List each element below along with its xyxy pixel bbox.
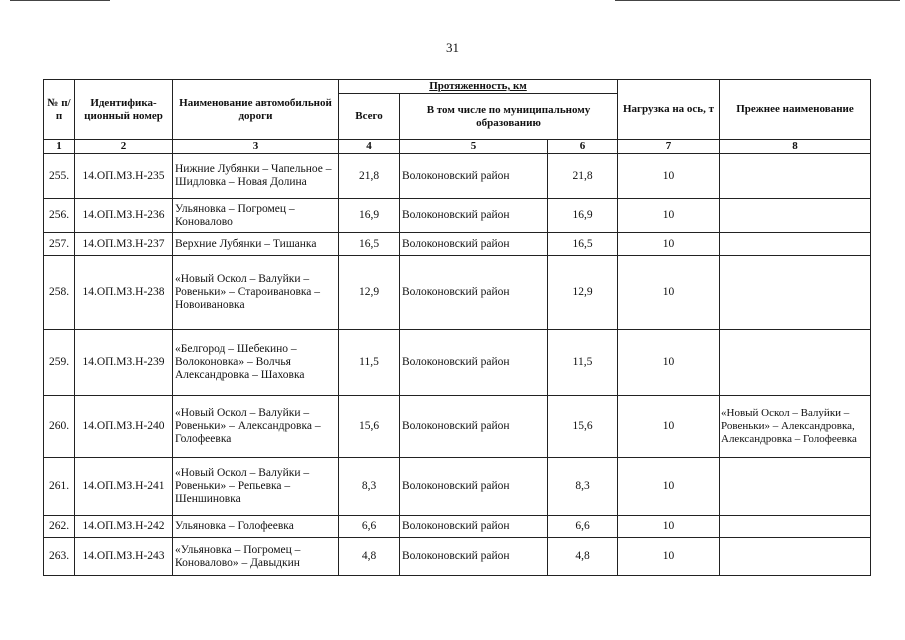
row-district: Волоконовский район bbox=[400, 256, 548, 330]
row-road-name: Нижние Лубянки – Чапельное – Шидловка – Новая Долина bbox=[173, 154, 339, 199]
row-district: Волоконовский район bbox=[400, 330, 548, 396]
row-load: 10 bbox=[618, 516, 720, 538]
row-prev-name bbox=[720, 154, 871, 199]
row-load: 10 bbox=[618, 458, 720, 516]
row-id: 14.ОП.МЗ.Н-243 bbox=[75, 538, 173, 576]
table-row bbox=[44, 154, 871, 199]
row-load: 10 bbox=[618, 154, 720, 199]
column-number: 7 bbox=[618, 140, 720, 154]
row-length: 4,8 bbox=[548, 538, 618, 576]
row-number: 263. bbox=[44, 538, 75, 576]
table-row bbox=[44, 233, 871, 256]
row-number: 256. bbox=[44, 199, 75, 233]
row-district: Волоконовский район bbox=[400, 538, 548, 576]
column-number: 3 bbox=[173, 140, 339, 154]
top-edge-line-left bbox=[10, 0, 110, 1]
row-length: 16,5 bbox=[548, 233, 618, 256]
row-number: 260. bbox=[44, 396, 75, 458]
row-number: 258. bbox=[44, 256, 75, 330]
row-id: 14.ОП.МЗ.Н-238 bbox=[75, 256, 173, 330]
header-name: Наименование автомобильной дороги bbox=[173, 80, 339, 140]
table-row bbox=[44, 516, 871, 538]
table-row bbox=[44, 256, 871, 330]
column-number: 1 bbox=[44, 140, 75, 154]
row-length: 21,8 bbox=[548, 154, 618, 199]
row-district: Волоконовский район bbox=[400, 516, 548, 538]
row-road-name: «Новый Оскол – Валуйки – Ровеньки» – Репьевка – Шеншиновка bbox=[173, 458, 339, 516]
row-length: 16,9 bbox=[548, 199, 618, 233]
row-prev-name bbox=[720, 330, 871, 396]
row-district: Волоконовский район bbox=[400, 199, 548, 233]
row-total: 4,8 bbox=[339, 538, 400, 576]
header-prev: Прежнее наименование bbox=[720, 80, 871, 140]
row-length: 11,5 bbox=[548, 330, 618, 396]
row-road-name: Ульяновка – Голофеевка bbox=[173, 516, 339, 538]
row-prev-name: «Новый Оскол – Валуйки – Ровеньки» – Александровка, Александровка – Голофеевка bbox=[720, 396, 871, 458]
row-total: 11,5 bbox=[339, 330, 400, 396]
row-number: 261. bbox=[44, 458, 75, 516]
row-prev-name bbox=[720, 256, 871, 330]
table-row bbox=[44, 330, 871, 396]
row-district: Волоконовский район bbox=[400, 396, 548, 458]
row-total: 16,9 bbox=[339, 199, 400, 233]
row-id: 14.ОП.МЗ.Н-242 bbox=[75, 516, 173, 538]
row-road-name: «Ульяновка – Погромец – Коновалово» – Давыдкин bbox=[173, 538, 339, 576]
row-total: 12,9 bbox=[339, 256, 400, 330]
row-id: 14.ОП.МЗ.Н-235 bbox=[75, 154, 173, 199]
row-prev-name bbox=[720, 458, 871, 516]
column-number: 6 bbox=[548, 140, 618, 154]
header-num: № п/п bbox=[44, 80, 75, 140]
row-load: 10 bbox=[618, 233, 720, 256]
row-length: 6,6 bbox=[548, 516, 618, 538]
row-number: 255. bbox=[44, 154, 75, 199]
column-number: 4 bbox=[339, 140, 400, 154]
row-district: Волоконовский район bbox=[400, 154, 548, 199]
row-length: 8,3 bbox=[548, 458, 618, 516]
top-edge-line-right bbox=[615, 0, 900, 1]
row-prev-name bbox=[720, 538, 871, 576]
row-road-name: «Новый Оскол – Валуйки – Ровеньки» – Александровка – Голофеевка bbox=[173, 396, 339, 458]
row-district: Волоконовский район bbox=[400, 458, 548, 516]
row-total: 6,6 bbox=[339, 516, 400, 538]
row-load: 10 bbox=[618, 256, 720, 330]
row-id: 14.ОП.МЗ.Н-241 bbox=[75, 458, 173, 516]
row-road-name: «Новый Оскол – Валуйки – Ровеньки» – Староивановка – Новоивановка bbox=[173, 256, 339, 330]
table-row bbox=[44, 199, 871, 233]
table-row bbox=[44, 458, 871, 516]
row-total: 8,3 bbox=[339, 458, 400, 516]
row-id: 14.ОП.МЗ.Н-236 bbox=[75, 199, 173, 233]
row-total: 16,5 bbox=[339, 233, 400, 256]
header-total: Всего bbox=[339, 94, 400, 140]
row-load: 10 bbox=[618, 199, 720, 233]
row-load: 10 bbox=[618, 330, 720, 396]
row-number: 257. bbox=[44, 233, 75, 256]
table-row bbox=[44, 396, 871, 458]
row-length: 12,9 bbox=[548, 256, 618, 330]
page-number: 31 bbox=[446, 40, 459, 55]
header-incl: В том числе по муниципальному образованию bbox=[400, 94, 618, 140]
row-number: 262. bbox=[44, 516, 75, 538]
roads-table bbox=[43, 79, 871, 576]
column-number: 2 bbox=[75, 140, 173, 154]
row-prev-name bbox=[720, 516, 871, 538]
row-road-name: Верхние Лубянки – Тишанка bbox=[173, 233, 339, 256]
row-road-name: Ульяновка – Погромец – Коновалово bbox=[173, 199, 339, 233]
row-road-name: «Белгород – Шебекино – Волоконовка» – Волчья Александровка – Шаховка bbox=[173, 330, 339, 396]
row-prev-name bbox=[720, 233, 871, 256]
row-district: Волоконовский район bbox=[400, 233, 548, 256]
row-id: 14.ОП.МЗ.Н-239 bbox=[75, 330, 173, 396]
header-length: Протяженность, км bbox=[339, 80, 618, 94]
row-prev-name bbox=[720, 199, 871, 233]
header-id: Идентифика-ционный номер bbox=[75, 80, 173, 140]
row-id: 14.ОП.МЗ.Н-237 bbox=[75, 233, 173, 256]
row-load: 10 bbox=[618, 396, 720, 458]
row-load: 10 bbox=[618, 538, 720, 576]
row-id: 14.ОП.МЗ.Н-240 bbox=[75, 396, 173, 458]
row-length: 15,6 bbox=[548, 396, 618, 458]
header-load: Нагрузка на ось, т bbox=[618, 80, 720, 140]
row-number: 259. bbox=[44, 330, 75, 396]
row-total: 21,8 bbox=[339, 154, 400, 199]
table-row bbox=[44, 538, 871, 576]
row-total: 15,6 bbox=[339, 396, 400, 458]
column-number: 8 bbox=[720, 140, 871, 154]
column-number: 5 bbox=[400, 140, 548, 154]
